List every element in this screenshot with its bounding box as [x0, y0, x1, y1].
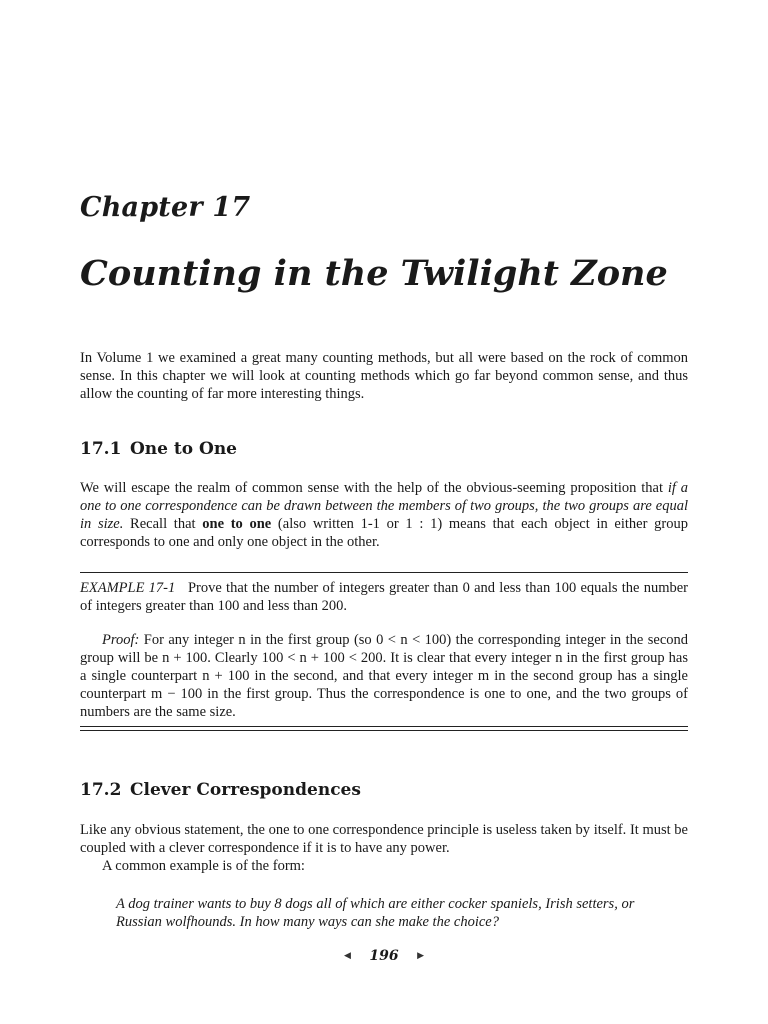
- chapter-title: Counting in the Twilight Zone: [80, 253, 668, 294]
- right-triangle-icon[interactable]: ▶: [417, 951, 424, 961]
- section1-text-start: We will escape the realm of common sense with the help of the obvious-seeming proposition that: [80, 480, 668, 496]
- intro-paragraph: In Volume 1 we examined a great many counting methods, but all were based on the rock of common sense. In this chapter we will look at counting methods which go far beyond common sense, and thus allow the counting of far more interesting things.: [80, 350, 688, 402]
- example-bottom-rule-double: [80, 730, 688, 731]
- section1-proposition: if a one to one correspondence can be drawn between the members of two groups, the two groups are equal in size.: [80, 480, 689, 532]
- section2-paragraph: Like any obvious statement, the one to one correspondence principle is useless taken by itself. It must be coupled with a clever correspondence if it is to have any power.: [80, 822, 688, 856]
- section-heading-1: [80, 439, 237, 459]
- page-number: 196: [369, 948, 399, 964]
- left-triangle-icon[interactable]: ◀: [344, 951, 351, 961]
- example-bottom-rule: [80, 726, 688, 727]
- section1-text-end: (also written 1-1 or 1 : 1) means that each object in either group corresponds to one and only one object in the other.: [80, 516, 688, 550]
- section2-paragraph-2: A common example is of the form:: [102, 858, 305, 874]
- example-statement: [80, 579, 688, 615]
- section1-paragraph: [80, 479, 688, 551]
- problem-quote: A dog trainer wants to buy 8 dogs all of which are either cocker spaniels, Irish setters, or Russian wolfhounds. In how many ways can she make the choice?: [116, 896, 635, 930]
- example-proof: [80, 631, 688, 721]
- section-heading-2: [80, 780, 361, 800]
- section1-text-mid: Recall that: [123, 516, 203, 532]
- section-number: 17.1: [80, 439, 122, 459]
- section-number: 17.2: [80, 780, 122, 800]
- section-title: Clever Correspondences: [130, 780, 361, 800]
- example-text: Prove that the number of integers greater than 0 and less than 100 equals the number of integers greater than 100 and less than 200.: [80, 580, 688, 614]
- page-footer: [0, 948, 768, 964]
- proof-label: Proof:: [102, 632, 140, 648]
- example-top-rule: [80, 572, 688, 573]
- proof-text: For any integer n in the first group (so 0 < n < 100) the corresponding integer in the second group will be n + 100. Clearly 100 < n + 100 < 200. It is clear that every integer n in the first group has a single counterpart n + 100 in the second, and that every integer m in the second group has a single counterpart m − 100 in the first group. Thus the correspondence is one to one, and the two groups of numbers are the same size.: [80, 632, 688, 720]
- section-title: One to One: [130, 439, 237, 459]
- section1-term: one to one: [202, 516, 272, 532]
- chapter-label: Chapter 17: [80, 192, 251, 223]
- example-label: EXAMPLE 17-1: [80, 580, 176, 596]
